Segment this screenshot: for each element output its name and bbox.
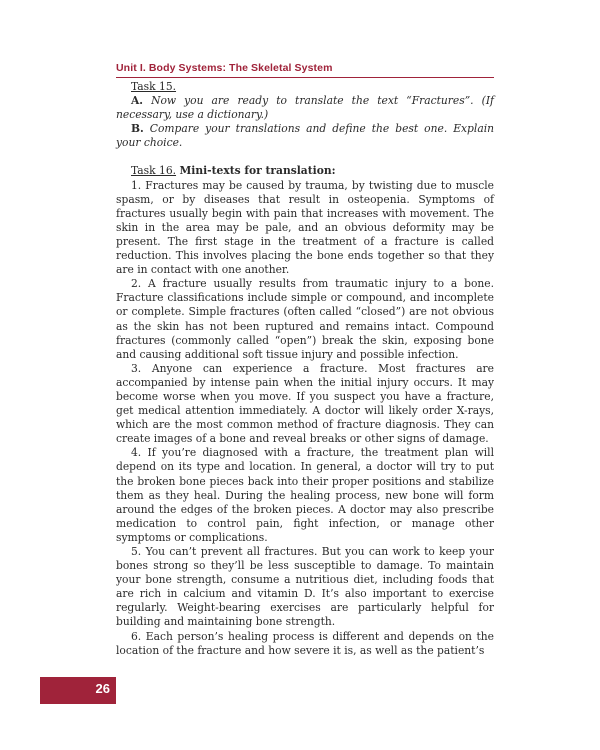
task-15-label: Task 15. [131,80,177,93]
task-15-a-text: Now you are ready to translate the text “Fractures”. (If necessary, use a dictionary.) [116,94,495,122]
task-15-item-b [116,122,494,150]
mini-text-2: 2. A fracture usually results from traumatic injury to a bone. Fracture classifications include simple or compound, and incomplete or complete. Simple fractures (often called “closed”) are not obvious as the skin has not been ruptured and remains intact. Compound fractures (commonly called “open”) break the skin, exposing bone and causing additional soft tissue injury and possible infection. [116,277,494,361]
task-15-item-a [116,94,494,122]
task-15-a-letter: A. [131,94,144,108]
task-16-label: Task 16. [131,164,177,178]
mini-text-4: 4. If you’re diagnosed with a fracture, the treatment plan will depend on its type and location. In general, a doctor will try to put the broken bone pieces back into their proper positions and stabilize them as they heal. During the healing process, new bone will form around the edges of the broken pieces. A doctor may also prescribe medication to control pain, fight infection, or manage other symptoms or complications. [116,446,494,544]
mini-text-1: 1. Fractures may be caused by trauma, by twisting due to muscle spasm, or by diseases that result in osteopenia. Symptoms of fractures usually begin with pain that increases with movement. The skin in the area may be pale, and an obvious deformity may be present. The first stage in the treatment of a fracture is called reduction. This involves placing the bone ends together so that they are in contact with one another. [116,178,494,277]
page-number-tab [40,677,116,704]
task-16-heading [116,164,494,178]
mini-text-6: 6. Each person’s healing process is different and depends on the location of the fracture and how severe it is, as well as the patient’s [116,629,494,657]
header-title: Unit I. Body Systems: The Skeletal System [116,62,333,74]
running-header [116,56,494,78]
page-number: 26 [95,681,110,696]
task-15-b-letter: B. [131,122,144,136]
task-16-title: Mini-texts for translation: [179,164,336,178]
section-spacer [116,150,494,164]
task-15-heading [116,80,494,94]
mini-text-5: 5. You can’t prevent all fractures. But you can work to keep your bones strong so they’ll be less susceptible to damage. To maintain your bone strength, consume a nutritious diet, including foods that are rich in calcium and vitamin D. It’s also important to exercise regularly. Weight-bearing exercises are particularly helpful for building and maintaining bone strength. [116,545,494,629]
mini-text-3: 3. Anyone can experience a fracture. Most fractures are accompanied by intense pain when the initial injury occurs. It may become worse when you move. If you suspect you have a fracture, get medical attention immediately. A doctor will likely order X-rays, which are the most common method of fracture diagnosis. They can create images of a bone and reveal breaks or other signs of damage. [116,361,494,446]
task-15-b-text: Compare your translations and define the best one. Explain your choice. [116,122,494,150]
page-content [116,80,494,658]
